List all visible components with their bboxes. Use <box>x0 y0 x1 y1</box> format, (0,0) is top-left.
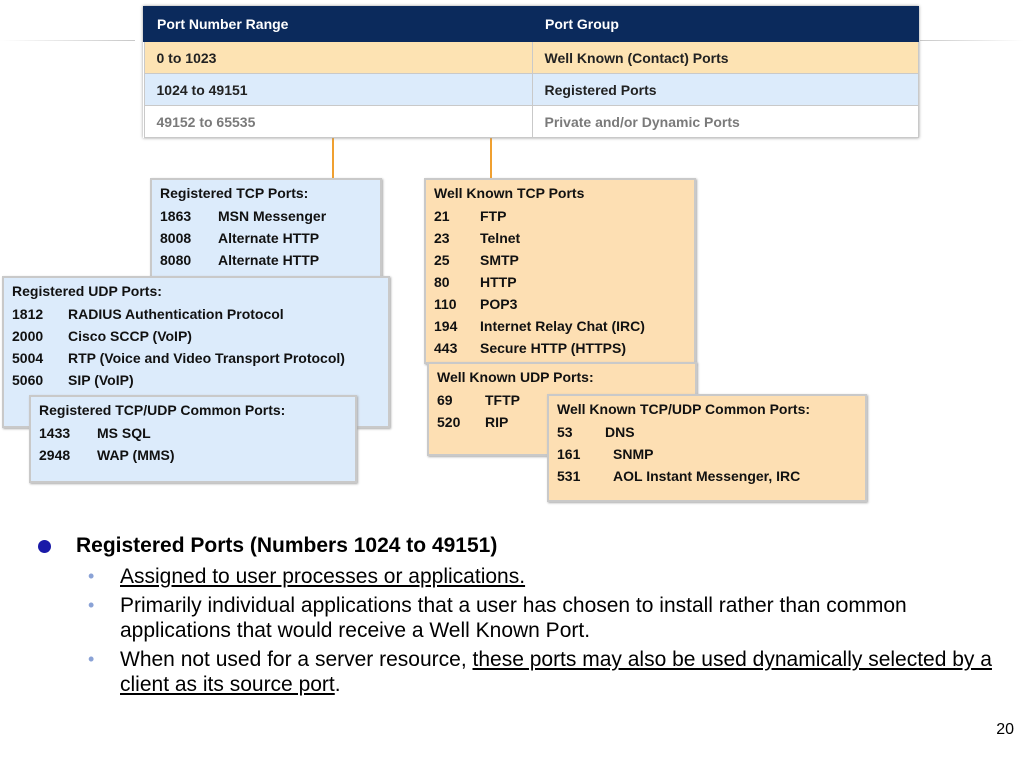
port-entry <box>160 205 372 227</box>
port-service: RIP <box>485 414 509 430</box>
port-number: 2948 <box>39 447 71 463</box>
sub-bullet-text: Primarily individual applications that a user has chosen to install rather than common applications that would receive a Well Known Port. <box>120 594 907 642</box>
port-number: 161 <box>557 446 581 462</box>
table-cell: 0 to 1023 <box>144 41 532 74</box>
port-service: WAP (MMS) <box>97 447 175 463</box>
port-number: 8008 <box>160 230 192 246</box>
port-service: HTTP <box>480 274 517 290</box>
registered-common-box <box>29 395 357 483</box>
sub-bullet <box>38 564 998 589</box>
port-number: 80 <box>434 274 450 290</box>
port-entry <box>160 227 372 249</box>
column-header: Port Group <box>532 7 918 41</box>
port-service: Telnet <box>480 230 521 246</box>
bullet-dot-icon <box>38 540 51 553</box>
port-number: 531 <box>557 468 581 484</box>
port-number: 2000 <box>12 328 44 344</box>
box-title: Well Known UDP Ports: <box>437 369 594 385</box>
port-entry <box>12 369 380 391</box>
port-entry <box>12 325 380 347</box>
port-entry <box>434 249 686 271</box>
port-entry <box>39 422 347 444</box>
port-service: Cisco SCCP (VoIP) <box>68 328 192 344</box>
port-entry <box>434 205 686 227</box>
port-number: 23 <box>434 230 450 246</box>
table-cell: Private and/or Dynamic Ports <box>532 106 918 138</box>
box-title: Registered TCP/UDP Common Ports: <box>39 402 286 418</box>
port-entry <box>557 443 857 465</box>
sub-bullet-text: When not used for a server resource, <box>120 648 473 671</box>
port-entry <box>12 347 380 369</box>
box-title: Well Known TCP/UDP Common Ports: <box>557 401 811 417</box>
port-entry <box>557 465 857 487</box>
sub-bullet-text: Assigned to user processes or applications. <box>120 565 526 588</box>
port-service: Secure HTTP (HTTPS) <box>480 340 626 356</box>
port-entry <box>434 227 686 249</box>
well-known-tcp-box <box>424 178 696 364</box>
port-service: MSN Messenger <box>218 208 327 224</box>
column-header: Port Number Range <box>144 7 532 41</box>
main-bullet <box>38 534 998 558</box>
page-number: 20 <box>996 721 1014 738</box>
port-number: 8080 <box>160 252 192 268</box>
port-service: TFTP <box>485 392 520 408</box>
port-service: RTP (Voice and Video Transport Protocol) <box>68 350 345 366</box>
port-service: AOL Instant Messenger, IRC <box>613 468 801 484</box>
sub-bullet-dot-icon: • <box>88 595 95 615</box>
table-row <box>144 106 918 138</box>
box-title: Registered TCP Ports: <box>160 185 309 201</box>
port-number: 53 <box>557 424 573 440</box>
sub-bullet-dot-icon: • <box>88 649 95 669</box>
port-service: Alternate HTTP <box>218 252 320 268</box>
port-entry <box>434 315 686 337</box>
port-number: 69 <box>437 392 453 408</box>
well-known-common-box <box>547 394 867 502</box>
port-number: 5060 <box>12 372 44 388</box>
port-number: 25 <box>434 252 450 268</box>
port-service: SNMP <box>613 446 654 462</box>
table-cell: 1024 to 49151 <box>144 74 532 106</box>
sub-bullet <box>38 647 998 697</box>
table-cell: 49152 to 65535 <box>144 106 532 138</box>
sub-bullet <box>38 593 998 643</box>
port-number: 1812 <box>12 306 44 322</box>
box-title: Well Known TCP Ports <box>434 185 585 201</box>
table-cell: Well Known (Contact) Ports <box>532 41 918 74</box>
port-entry <box>434 271 686 293</box>
port-entry <box>12 303 380 325</box>
port-service: DNS <box>605 424 635 440</box>
port-number: 1433 <box>39 425 71 441</box>
port-entry <box>160 249 372 271</box>
port-service: POP3 <box>480 296 518 312</box>
sub-bullet-underlined-text: these ports may also be used dynamically selected by a client as its source port <box>120 648 992 696</box>
port-number: 110 <box>434 296 457 312</box>
port-service: SMTP <box>480 252 519 268</box>
table-row <box>144 74 918 106</box>
registered-tcp-box <box>150 178 382 278</box>
port-service: MS SQL <box>97 425 151 441</box>
table-header-row <box>144 7 918 41</box>
table-cell: Registered Ports <box>532 74 918 106</box>
port-entry <box>434 337 686 359</box>
port-number: 520 <box>437 414 461 430</box>
table-row <box>144 41 918 74</box>
sub-bullet-dot-icon: • <box>88 566 95 586</box>
port-number: 194 <box>434 318 458 334</box>
port-service: RADIUS Authentication Protocol <box>68 306 284 322</box>
port-number: 1863 <box>160 208 192 224</box>
port-service: SIP (VoIP) <box>68 372 134 388</box>
sub-bullet-text-end: . <box>334 673 341 696</box>
main-bullet-text: Registered Ports (Numbers 1024 to 49151) <box>76 534 498 557</box>
port-service: FTP <box>480 208 507 224</box>
port-number: 21 <box>434 208 450 224</box>
box-title: Registered UDP Ports: <box>12 283 162 299</box>
bullet-list <box>38 534 998 701</box>
port-entry <box>557 421 857 443</box>
port-number: 443 <box>434 340 458 356</box>
port-entry <box>434 293 686 315</box>
port-service: Alternate HTTP <box>218 230 320 246</box>
port-number: 5004 <box>12 350 44 366</box>
port-service: Internet Relay Chat (IRC) <box>480 318 645 334</box>
port-range-table <box>143 6 919 138</box>
port-entry <box>39 444 347 466</box>
